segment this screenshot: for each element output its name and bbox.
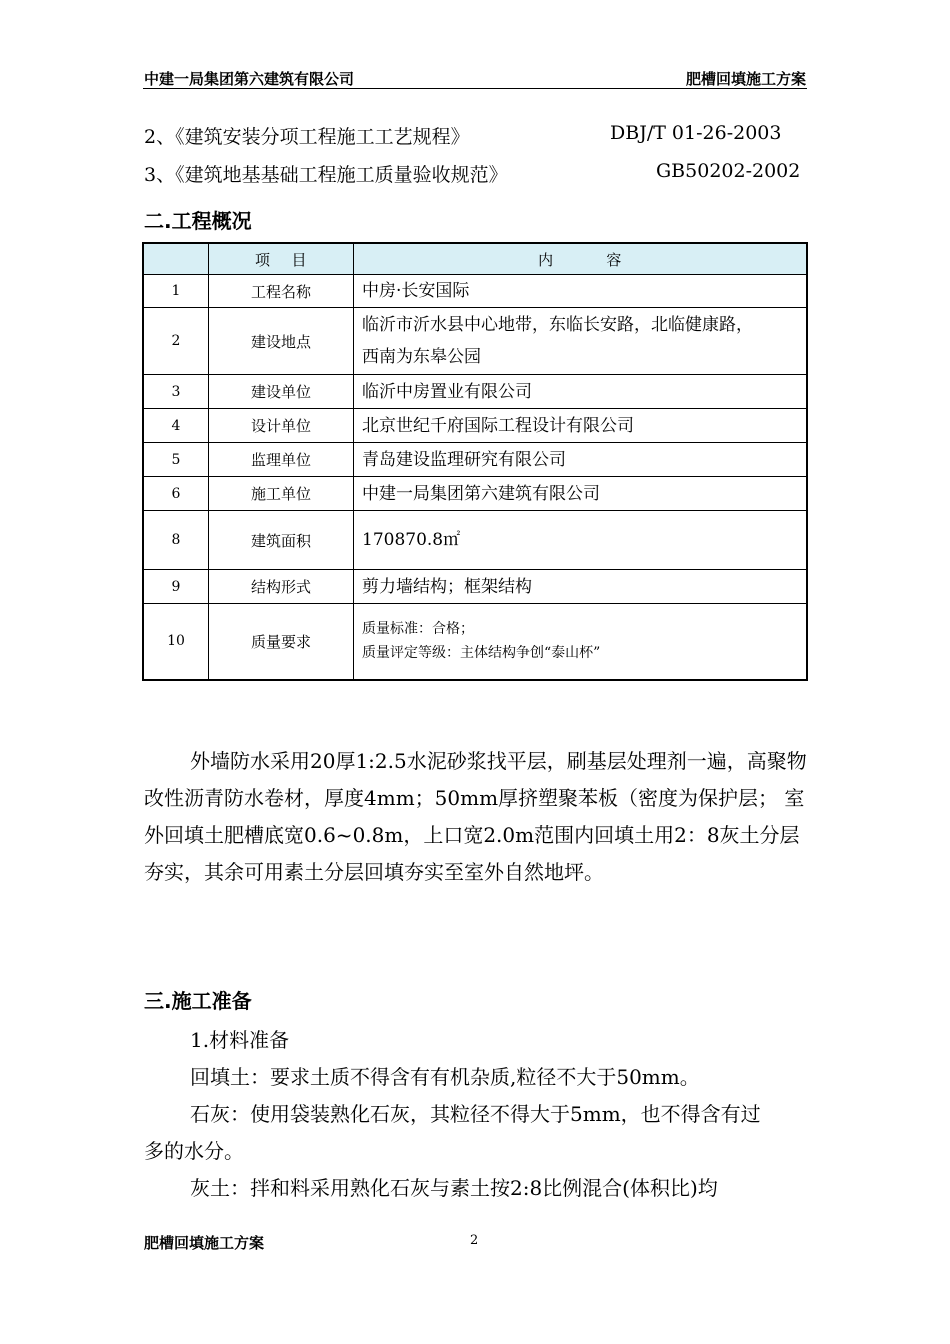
waterproofing-paragraph: 外墙防水采用20厚1:2.5水泥砂浆找平层，刷基层处理剂一遍，高聚物改性沥青防水卷材，厚度4mm；50mm厚挤塑聚苯板（密度为保护层； 室外回填土肥槽底宽0.6~0.8m，上口宽2.0m范围内回填土用2：8灰土分层夯实，其余可用素土分层回填夯实至室外自然地坪。 [144,749,807,884]
table-row [143,570,807,604]
quality-standard: 质量标准：合格； [362,621,474,638]
backfill-soil-text: 回填土：要求土质不得含有有机杂质,粒径不大于50mm。 [190,1065,700,1089]
reference-text: 2、《建筑安装分项工程施工工艺规程》 [144,126,470,148]
table-row [143,308,807,375]
reference-item [144,160,801,187]
row-item: 工程名称 [209,275,354,308]
table-header-item: 项 目 [209,243,354,275]
reference-code: DBJ/T 01-26-2003 [610,122,782,144]
footer-title: 肥槽回填施工方案 [144,1234,265,1252]
lime-soil-text: 灰土：拌和料采用熟化石灰与素土按2:8比例混合(体积比)均 [190,1176,718,1200]
row-number: 10 [143,604,209,680]
row-item: 建设地点 [209,308,354,375]
reference-item [144,122,782,149]
row-number: 1 [143,275,209,308]
row-number: 4 [143,409,209,443]
row-item: 施工单位 [209,477,354,511]
section-title-preparation: 三.施工准备 [144,989,252,1013]
row-item: 建设单位 [209,375,354,409]
materials-title: 1.材料准备 [190,1028,290,1052]
row-item: 结构形式 [209,570,354,604]
table-row [143,375,807,409]
row-content: 中建一局集团第六建筑有限公司 [354,477,808,511]
header-doc-title: 肥槽回填施工方案 [685,70,806,88]
table-row [143,443,807,477]
project-overview-table [142,242,808,681]
table-header-content: 内 容 [354,243,808,275]
row-number: 3 [143,375,209,409]
row-content [354,604,808,680]
row-content: 170870.8㎡ [354,511,808,570]
table-row [143,477,807,511]
table-row [143,511,807,570]
table-header-num [143,243,209,275]
row-content: 中房·长安国际 [354,275,808,308]
row-number: 2 [143,308,209,375]
reference-text: 3、《建筑地基基础工程施工质量验收规范》 [144,164,508,186]
row-number: 6 [143,477,209,511]
row-content: 北京世纪千府国际工程设计有限公司 [354,409,808,443]
page-number: 2 [470,1233,479,1248]
header-company: 中建一局集团第六建筑有限公司 [144,70,355,88]
table-header-row [143,243,807,275]
row-item: 设计单位 [209,409,354,443]
row-content: 青岛建设监理研究有限公司 [354,443,808,477]
table-row [143,409,807,443]
row-item: 建筑面积 [209,511,354,570]
section-title-overview: 二.工程概况 [144,209,252,233]
reference-code: GB50202-2002 [656,160,801,182]
row-content: 剪力墙结构；框架结构 [354,570,808,604]
row-item: 质量要求 [209,604,354,680]
lime-text-continued: 多的水分。 [144,1139,244,1163]
row-number: 5 [143,443,209,477]
row-item: 监理单位 [209,443,354,477]
table-row [143,275,807,308]
row-content: 临沂市沂水县中心地带，东临长安路，北临健康路，西南为东皋公园 [354,308,808,375]
row-number: 9 [143,570,209,604]
header-rule [143,88,807,89]
row-number: 8 [143,511,209,570]
lime-text: 石灰：使用袋装熟化石灰，其粒径不得大于5mm，也不得含有过 [190,1102,761,1126]
row-content: 临沂中房置业有限公司 [354,375,808,409]
quality-grade: 质量评定等级：主体结构争创“泰山杯” [362,645,601,662]
table-row [143,604,807,680]
